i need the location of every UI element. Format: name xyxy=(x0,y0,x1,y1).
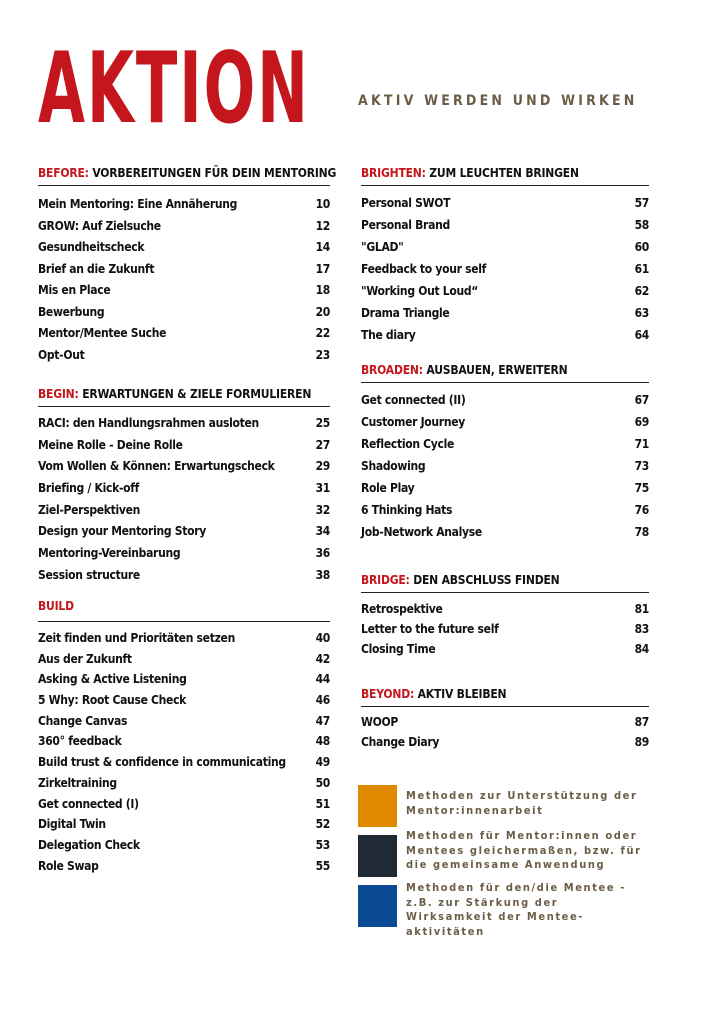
section-begin xyxy=(38,385,330,587)
toc-entry-page: 83 xyxy=(634,622,649,636)
toc-entry[interactable] xyxy=(361,499,649,521)
toc-entry-page: 31 xyxy=(315,481,330,496)
toc-entry-label: Design your Mentoring Story xyxy=(38,524,206,539)
section-broaden xyxy=(361,361,649,543)
toc-entry-label: Personal Brand xyxy=(361,218,450,232)
toc-entry[interactable] xyxy=(361,521,649,543)
toc-entry[interactable] xyxy=(38,521,330,543)
toc-entry-label: Vom Wollen & Können: Erwartungscheck xyxy=(38,459,275,474)
toc-entry-label: Retrospektive xyxy=(361,602,443,616)
toc-entry[interactable] xyxy=(38,456,330,478)
toc-entry-label: Ziel-Perspektiven xyxy=(38,502,141,517)
toc-entry-page: 49 xyxy=(315,755,330,770)
toc-entry-page: 29 xyxy=(315,459,330,474)
legend-item xyxy=(358,881,646,939)
legend-text: Methoden für Mentor:innen oder Mentees gleichermaßen, bzw. für die gemeinsame Anwendung xyxy=(406,829,642,871)
toc-entry-page: 63 xyxy=(634,306,649,320)
toc-entry[interactable] xyxy=(38,628,330,649)
toc-entry-label: Get connected (I) xyxy=(38,796,139,811)
toc-entry[interactable] xyxy=(38,543,330,565)
toc-entry[interactable] xyxy=(361,732,649,752)
section-divider xyxy=(38,406,330,407)
toc-entry-label: Mis en Place xyxy=(38,283,111,297)
toc-entry-page: 73 xyxy=(634,459,649,473)
toc-entry-page: 47 xyxy=(315,713,330,728)
section-title: AKTIV BLEIBEN xyxy=(414,687,507,701)
toc-list xyxy=(361,599,649,659)
toc-entry[interactable] xyxy=(38,345,330,367)
toc-entry-label: Gesundheitscheck xyxy=(38,240,145,254)
toc-entry[interactable] xyxy=(38,435,330,457)
toc-entry-page: 53 xyxy=(315,837,330,852)
section-brighten xyxy=(361,164,649,346)
toc-entry[interactable] xyxy=(361,302,649,324)
toc-entry-page: 71 xyxy=(634,437,649,451)
section-keyword: BEYOND: xyxy=(361,687,415,701)
section-heading xyxy=(361,361,649,379)
section-heading xyxy=(38,385,330,403)
toc-entry[interactable] xyxy=(38,690,330,711)
toc-entry-page: 20 xyxy=(315,304,330,319)
toc-entry-page: 60 xyxy=(634,240,649,254)
toc-entry-page: 61 xyxy=(634,262,649,276)
toc-entry-label: Role Play xyxy=(361,481,415,495)
toc-entry-label: Briefing / Kick-off xyxy=(38,481,140,496)
toc-entry-label: Build trust & confidence in communicating xyxy=(38,755,286,770)
toc-entry[interactable] xyxy=(361,639,649,659)
toc-entry[interactable] xyxy=(361,389,649,411)
toc-entry-page: 32 xyxy=(315,502,330,517)
toc-entry[interactable] xyxy=(38,711,330,732)
toc-entry-page: 58 xyxy=(634,218,649,232)
toc-entry-page: 51 xyxy=(315,796,330,811)
toc-entry-page: 42 xyxy=(315,651,330,666)
toc-entry[interactable] xyxy=(361,324,649,346)
section-keyword: BUILD xyxy=(38,599,74,613)
toc-entry-page: 67 xyxy=(634,393,649,407)
section-keyword: BEFORE: xyxy=(38,166,89,180)
toc-entry-page: 55 xyxy=(315,858,330,873)
toc-entry-page: 84 xyxy=(634,642,649,656)
page-subtitle: AKTIV WERDEN UND WIRKEN xyxy=(358,93,638,109)
legend-item xyxy=(358,785,646,827)
section-keyword: BEGIN: xyxy=(38,387,79,401)
toc-entry-page: 52 xyxy=(315,817,330,832)
toc-entry-label: Mentor/Mentee Suche xyxy=(38,326,167,340)
toc-entry[interactable] xyxy=(38,323,330,345)
legend-swatch xyxy=(358,785,397,827)
toc-entry-page: 12 xyxy=(315,218,330,233)
section-divider xyxy=(38,621,330,622)
toc-entry-page: 23 xyxy=(315,347,330,362)
section-title: ERWARTUNGEN & ZIELE FORMULIEREN xyxy=(78,387,312,401)
toc-entry-label: Reflection Cycle xyxy=(361,437,455,451)
toc-entry[interactable] xyxy=(361,599,649,619)
toc-entry[interactable] xyxy=(38,194,330,216)
section-heading xyxy=(361,571,649,589)
toc-entry-label: Shadowing xyxy=(361,459,426,473)
toc-entry-label: Change Canvas xyxy=(38,713,128,728)
toc-entry[interactable] xyxy=(38,259,330,281)
toc-entry[interactable] xyxy=(38,731,330,752)
section-heading xyxy=(361,164,649,182)
toc-entry[interactable] xyxy=(38,280,330,302)
toc-entry-label: Change Diary xyxy=(361,735,440,749)
toc-list xyxy=(38,413,330,587)
section-divider xyxy=(361,185,649,186)
legend-swatch xyxy=(358,885,397,927)
toc-entry-label: WOOP xyxy=(361,715,398,729)
toc-entry[interactable] xyxy=(361,192,649,214)
page-title: AKTION xyxy=(38,32,310,146)
legend-text: Methoden zur Unterstützung der Mentor:innenarbeit xyxy=(406,789,638,817)
toc-entry-label: 5 Why: Root Cause Check xyxy=(38,693,187,708)
toc-entry-page: 25 xyxy=(315,416,330,430)
toc-entry-page: 22 xyxy=(315,326,330,340)
section-heading xyxy=(38,597,330,615)
section-keyword: BROADEN: xyxy=(361,363,423,377)
toc-entry-label: 6 Thinking Hats xyxy=(361,503,453,517)
section-divider xyxy=(38,185,330,186)
toc-entry-label: Session structure xyxy=(38,567,140,582)
toc-entry-label: Drama Triangle xyxy=(361,306,450,320)
toc-entry[interactable] xyxy=(38,794,330,815)
section-title: ZUM LEUCHTEN BRINGEN xyxy=(425,166,579,180)
toc-entry-page: 40 xyxy=(315,631,330,645)
toc-entry[interactable] xyxy=(38,856,330,877)
section-title: AUSBAUEN, ERWEITERN xyxy=(422,363,568,377)
toc-entry[interactable] xyxy=(38,216,330,238)
toc-entry-page: 14 xyxy=(315,240,330,254)
toc-entry[interactable] xyxy=(361,619,649,639)
section-title: VORBEREITUNGEN FÜR DEIN MENTORING xyxy=(88,166,337,180)
toc-entry-page: 69 xyxy=(634,415,649,429)
color-legend xyxy=(358,785,678,938)
toc-entry-page: 34 xyxy=(315,524,330,539)
toc-entry-page: 78 xyxy=(634,525,649,539)
toc-entry[interactable] xyxy=(38,478,330,500)
toc-entry-label: Brief an die Zukunft xyxy=(38,261,155,276)
toc-entry-label: Role Swap xyxy=(38,858,99,873)
toc-entry[interactable] xyxy=(361,214,649,236)
toc-entry-label: Zeit finden und Prioritäten setzen xyxy=(38,631,235,645)
toc-list xyxy=(361,192,649,346)
toc-entry[interactable] xyxy=(38,669,330,690)
toc-entry-label: Meine Rolle - Deine Rolle xyxy=(38,437,183,452)
toc-entry-label: The diary xyxy=(361,328,416,342)
toc-entry[interactable] xyxy=(361,455,649,477)
toc-entry[interactable] xyxy=(38,237,330,259)
section-divider xyxy=(361,706,649,707)
toc-entry[interactable] xyxy=(361,258,649,280)
legend-text: Methoden für den/die Mentee - z.B. zur Stärkung der Wirksamkeit der Mentee-aktivitäten xyxy=(406,881,626,938)
toc-entry-page: 10 xyxy=(315,197,330,211)
toc-entry-label: Job-Network Analyse xyxy=(361,525,482,539)
toc-entry-page: 87 xyxy=(634,715,649,729)
toc-entry-page: 64 xyxy=(634,328,649,342)
toc-entry-label: Asking & Active Listening xyxy=(38,672,187,687)
toc-entry[interactable] xyxy=(38,752,330,773)
section-divider xyxy=(361,592,649,593)
toc-entry[interactable] xyxy=(361,236,649,258)
toc-entry-page: 48 xyxy=(315,734,330,749)
toc-entry[interactable] xyxy=(361,477,649,499)
toc-entry-page: 17 xyxy=(315,261,330,276)
toc-list xyxy=(38,628,330,876)
toc-entry-label: Letter to the future self xyxy=(361,622,499,636)
toc-entry-label: RACI: den Handlungsrahmen ausloten xyxy=(38,416,259,430)
toc-entry-page: 62 xyxy=(634,284,649,298)
toc-entry-label: Get connected (II) xyxy=(361,393,466,407)
toc-entry-page: 75 xyxy=(634,481,649,495)
toc-entry[interactable] xyxy=(38,773,330,794)
toc-entry-page: 36 xyxy=(315,546,330,561)
toc-list xyxy=(38,194,330,366)
toc-entry-label: "Working Out Loud“ xyxy=(361,284,479,298)
toc-entry-page: 89 xyxy=(634,735,649,749)
section-beyond xyxy=(361,685,649,752)
toc-entry-label: Feedback to your self xyxy=(361,262,487,276)
legend-swatch xyxy=(358,835,397,877)
toc-entry-label: "GLAD" xyxy=(361,240,404,254)
section-title: DEN ABSCHLUSS FINDEN xyxy=(409,573,560,587)
toc-entry[interactable] xyxy=(38,565,330,587)
toc-entry-label: 360° feedback xyxy=(38,734,122,749)
toc-entry[interactable] xyxy=(361,411,649,433)
toc-entry-label: Bewerbung xyxy=(38,304,105,319)
toc-entry-label: Opt-Out xyxy=(38,347,85,362)
toc-entry[interactable] xyxy=(38,413,330,435)
section-divider xyxy=(361,382,649,383)
toc-entry[interactable] xyxy=(38,835,330,856)
toc-entry[interactable] xyxy=(38,814,330,835)
toc-entry-label: Digital Twin xyxy=(38,817,106,832)
toc-entry-label: Closing Time xyxy=(361,642,436,656)
toc-entry-label: Delegation Check xyxy=(38,837,140,852)
section-heading xyxy=(38,164,337,182)
toc-entry-label: GROW: Auf Zielsuche xyxy=(38,218,161,233)
toc-entry-label: Personal SWOT xyxy=(361,196,451,210)
toc-entry-label: Zirkeltraining xyxy=(38,775,117,790)
toc-entry[interactable] xyxy=(361,433,649,455)
toc-entry-page: 46 xyxy=(315,693,330,708)
section-before xyxy=(38,164,337,366)
toc-entry[interactable] xyxy=(361,712,649,732)
toc-entry-page: 27 xyxy=(315,437,330,452)
toc-entry-label: Customer Journey xyxy=(361,415,465,429)
toc-entry-label: Aus der Zukunft xyxy=(38,651,132,666)
toc-list xyxy=(361,389,649,543)
toc-entry[interactable] xyxy=(361,280,649,302)
section-keyword: BRIDGE: xyxy=(361,573,410,587)
toc-list xyxy=(361,712,649,752)
section-keyword: BRIGHTEN: xyxy=(361,166,426,180)
section-heading xyxy=(361,685,649,703)
toc-entry[interactable] xyxy=(38,302,330,324)
toc-entry-page: 18 xyxy=(315,283,330,297)
section-build xyxy=(38,597,330,876)
toc-entry-page: 50 xyxy=(315,775,330,790)
section-bridge xyxy=(361,571,649,659)
toc-entry[interactable] xyxy=(38,649,330,670)
legend-item xyxy=(358,829,646,877)
toc-entry-page: 76 xyxy=(634,503,649,517)
toc-entry-page: 81 xyxy=(634,602,649,616)
toc-entry-page: 57 xyxy=(634,196,649,210)
toc-entry-page: 44 xyxy=(315,672,330,687)
toc-entry-page: 38 xyxy=(315,567,330,582)
toc-entry[interactable] xyxy=(38,500,330,522)
toc-entry-label: Mentoring-Vereinbarung xyxy=(38,546,181,561)
toc-entry-label: Mein Mentoring: Eine Annäherung xyxy=(38,197,238,211)
